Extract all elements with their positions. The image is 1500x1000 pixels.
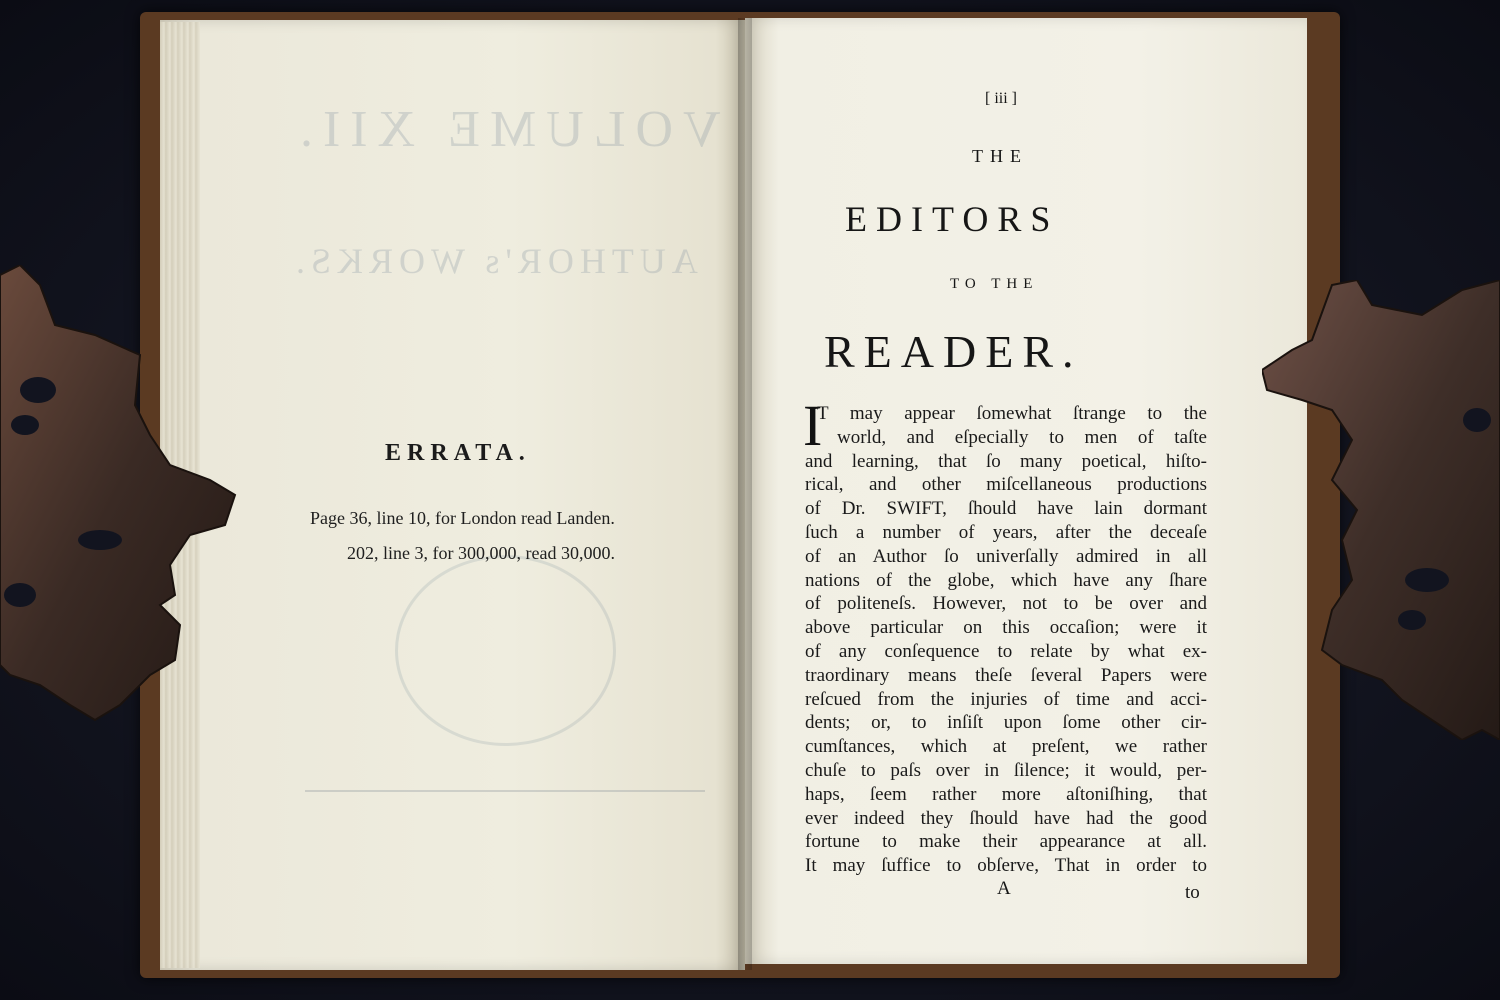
show-through-volume: VOLUME XII. — [290, 101, 721, 158]
errata-line-2: 202, line 3, for 300,000, read 30,000. — [347, 543, 615, 563]
errata-title: ERRATA. — [385, 440, 531, 466]
body-line: ever indeed they ſhould have had the good — [805, 807, 1207, 829]
body-line: reſcued from the injuries of time and acci- — [805, 688, 1207, 710]
body-line: T may appear ſomewhat ſtrange to the — [817, 403, 1207, 424]
body-line: and learning, that ſo many poetical, hiſto- — [805, 450, 1207, 472]
body-line: chuſe to paſs over in ſilence; it would, per- — [805, 759, 1207, 781]
left-page-clip — [0, 265, 240, 725]
heading-editors: EDITORS — [845, 199, 1060, 239]
body-line: rical, and other miſcellaneous productions — [805, 474, 1207, 496]
body-line: world, and eſpecially to men of taſte — [837, 426, 1207, 448]
show-through-works: AUTHOR's WORKS. — [290, 241, 698, 281]
body-line: of any conſequence to relate by what ex- — [805, 640, 1207, 662]
body-line: nations of the globe, which have any ſhare — [805, 569, 1207, 591]
body-line: fortune to make their appearance at all. — [805, 831, 1207, 853]
signature-mark: A — [997, 878, 1011, 899]
body-line: haps, ſeem rather more aſtoniſhing, that — [805, 783, 1207, 805]
body-line: cumſtances, which at preſent, we rather — [805, 736, 1207, 758]
book-gutter — [738, 18, 752, 970]
body-line: ſuch a number of years, after the deceaſe — [805, 521, 1207, 543]
heading-to-the: TO THE — [950, 276, 1039, 292]
body-line: traordinary means theſe ſeveral Papers were — [805, 664, 1207, 686]
show-through-seal — [395, 555, 616, 746]
right-page-clip — [1262, 280, 1500, 740]
drop-cap: I — [803, 393, 823, 458]
left-page — [160, 20, 745, 970]
page-number: [ iii ] — [985, 90, 1017, 107]
body-text — [803, 393, 1207, 878]
errata-line-1: Page 36, line 10, for London read Landen. — [310, 508, 615, 528]
body-line: dents; or, to inſiſt upon ſome other cir- — [805, 712, 1207, 734]
body-line: of an Author ſo univerſally admired in all — [805, 545, 1207, 567]
body-line: of Dr. SWIFT, ſhould have lain dormant — [805, 498, 1207, 520]
catchword: to — [1185, 882, 1200, 903]
heading-reader: READER. — [824, 326, 1083, 377]
body-line: above particular on this occaſion; were it — [805, 617, 1207, 639]
body-line: It may ſuffice to obſerve, That in order to — [805, 855, 1207, 877]
heading-the: THE — [972, 146, 1028, 166]
show-through-rule — [305, 790, 705, 792]
body-line: of politeneſs. However, not to be over and — [805, 593, 1207, 615]
